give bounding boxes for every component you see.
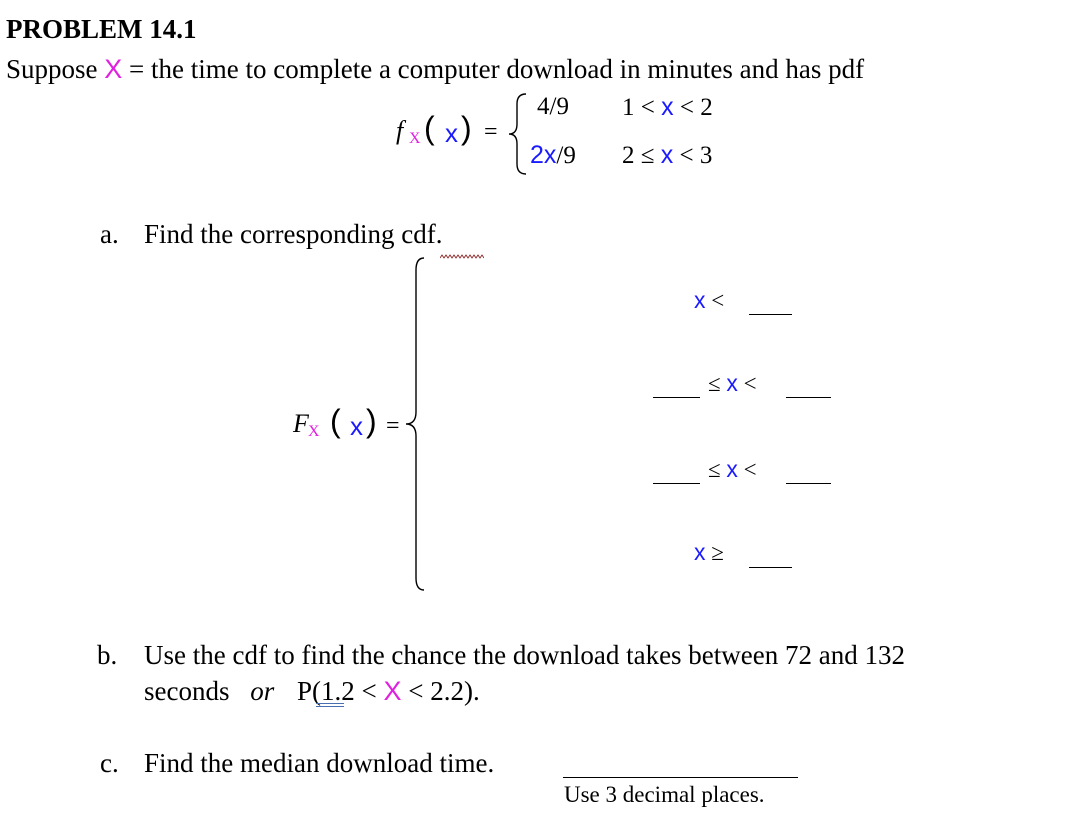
spellcheck-squiggle: [440, 254, 484, 260]
pdf-brace: [506, 90, 532, 180]
cdf-sub-x: X: [308, 423, 320, 440]
pdf-case2-var: 2x: [530, 141, 557, 169]
part-a-cdf-word: cdf: [401, 219, 436, 249]
cdf-row3-op2: <: [743, 457, 757, 482]
pdf-sub-x: X: [409, 130, 421, 147]
part-c-letter: c.: [100, 748, 119, 778]
part-a-text: [144, 219, 442, 250]
pdf-case1-cond: [622, 93, 713, 122]
part-a-letter: a.: [100, 219, 119, 249]
pdf-case2-cond-a: 2 ≤: [622, 142, 661, 169]
cdf-arg-x: x: [350, 411, 363, 441]
cdf-row-1: [694, 287, 724, 314]
cdf-equals: =: [386, 413, 400, 439]
cdf-row1-upper-blank[interactable]: [749, 313, 792, 315]
pdf-equals: =: [484, 119, 498, 145]
part-a-text-after: .: [435, 219, 443, 249]
pdf-case2-cond: [622, 141, 712, 170]
cdf-row2-lower-blank[interactable]: [653, 396, 700, 398]
cdf-row1-op: <: [711, 288, 725, 313]
part-a-text-before: Find the corresponding: [144, 219, 402, 249]
cdf-row4-var: x: [694, 539, 706, 565]
part-b-prob-end: < 2.2).: [401, 676, 480, 706]
part-b-prob-a: P(1.2 <: [297, 676, 384, 706]
part-c-text: Find the median download time.: [144, 748, 495, 778]
cdf-brace: [400, 254, 430, 596]
cdf-row2-upper-blank[interactable]: [786, 396, 831, 398]
intro-before: Suppose: [6, 54, 105, 84]
cdf-lparen: (: [330, 403, 341, 439]
cdf-row1-var: x: [694, 287, 706, 313]
cdf-row2-var: x: [726, 370, 738, 396]
pdf-arg-x: x: [445, 118, 458, 148]
pdf-case2-value: [530, 141, 576, 170]
part-b-letter: b.: [97, 640, 118, 670]
part-b-or: or: [250, 676, 275, 706]
cdf-row3-op1: ≤: [708, 457, 721, 482]
grammar-double-underline: [316, 702, 344, 708]
pdf-case1-cond-b: < 2: [673, 94, 713, 121]
cdf-row3-upper-blank[interactable]: [786, 482, 831, 484]
part-b-line1: Use the cdf to find the chance the download takes between 72 and 132: [144, 640, 905, 670]
cdf-row-4: [694, 539, 724, 566]
part-b-var-x: X: [383, 676, 402, 706]
pdf-case2-rest: /9: [556, 142, 576, 169]
pdf-case1-value: 4/9: [537, 93, 569, 120]
cdf-row-3: [708, 456, 757, 483]
problem-title: PROBLEM 14.1: [6, 14, 197, 44]
cdf-row3-var: x: [726, 456, 738, 482]
median-answer-blank[interactable]: [563, 777, 798, 778]
cdf-row4-op: ≥: [711, 540, 724, 565]
pdf-lparen: (: [424, 110, 435, 146]
part-b-line2: [144, 676, 480, 707]
pdf-case1-cond-a: 1 <: [622, 94, 662, 121]
cdf-row2-op2: <: [743, 371, 757, 396]
pdf-f: f: [396, 116, 404, 145]
pdf-case1-var: x: [661, 93, 674, 121]
pdf-case2-cond-b: < 3: [673, 142, 713, 169]
intro-text: [6, 54, 864, 85]
cdf-row-2: [708, 370, 757, 397]
intro-var-x: X: [104, 54, 123, 84]
pdf-case2-cond-var: x: [660, 141, 674, 169]
cdf-row4-lower-blank[interactable]: [749, 566, 792, 568]
decimal-places-hint: Use 3 decimal places.: [564, 782, 765, 807]
part-b-seconds: seconds: [144, 676, 237, 706]
cdf-row3-lower-blank[interactable]: [653, 482, 700, 484]
cdf-row2-op1: ≤: [708, 371, 721, 396]
cdf-F: F: [293, 409, 309, 438]
intro-after: = the time to complete a computer download in minutes and has pdf: [122, 54, 865, 84]
cdf-rparen: ): [366, 403, 377, 439]
pdf-rparen: ): [461, 110, 472, 146]
